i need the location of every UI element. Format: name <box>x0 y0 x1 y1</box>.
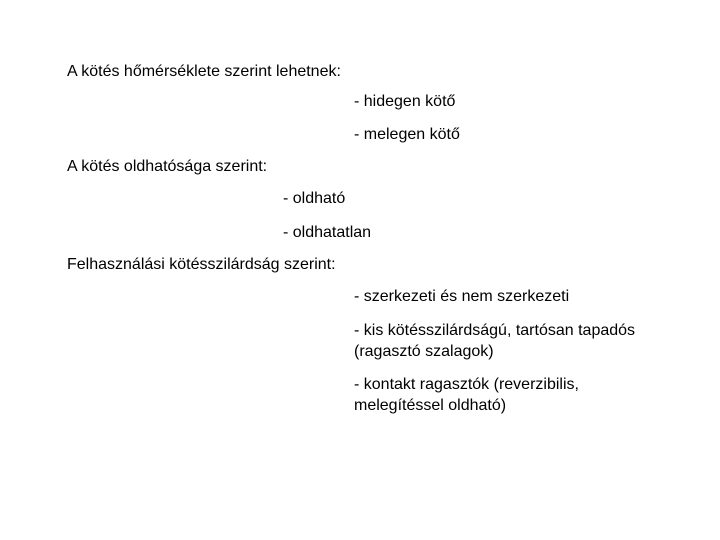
list-item-cold-bonding: - hidegen kötő <box>354 93 456 110</box>
list-item-contact-adhesives: - kontakt ragasztók (reverzibilis, melegítéssel oldható) <box>354 376 579 414</box>
list-item-low-strength: - kis kötésszilárdságú, tartósan tapadós (ragasztó szalagok) <box>354 322 636 360</box>
section-heading-solubility: A kötés oldhatósága szerint: <box>67 158 268 175</box>
section-heading-bond-strength: Felhasználási kötésszilárdság szerint: <box>67 256 336 273</box>
section-heading-temperature: A kötés hőmérséklete szerint lehetnek: <box>67 63 341 80</box>
list-item-soluble: - oldható <box>283 190 346 207</box>
list-item-structural: - szerkezeti és nem szerkezeti <box>354 288 570 305</box>
list-item-insoluble: - oldhatatlan <box>283 224 372 241</box>
list-item-hot-bonding: - melegen kötő <box>354 126 460 143</box>
